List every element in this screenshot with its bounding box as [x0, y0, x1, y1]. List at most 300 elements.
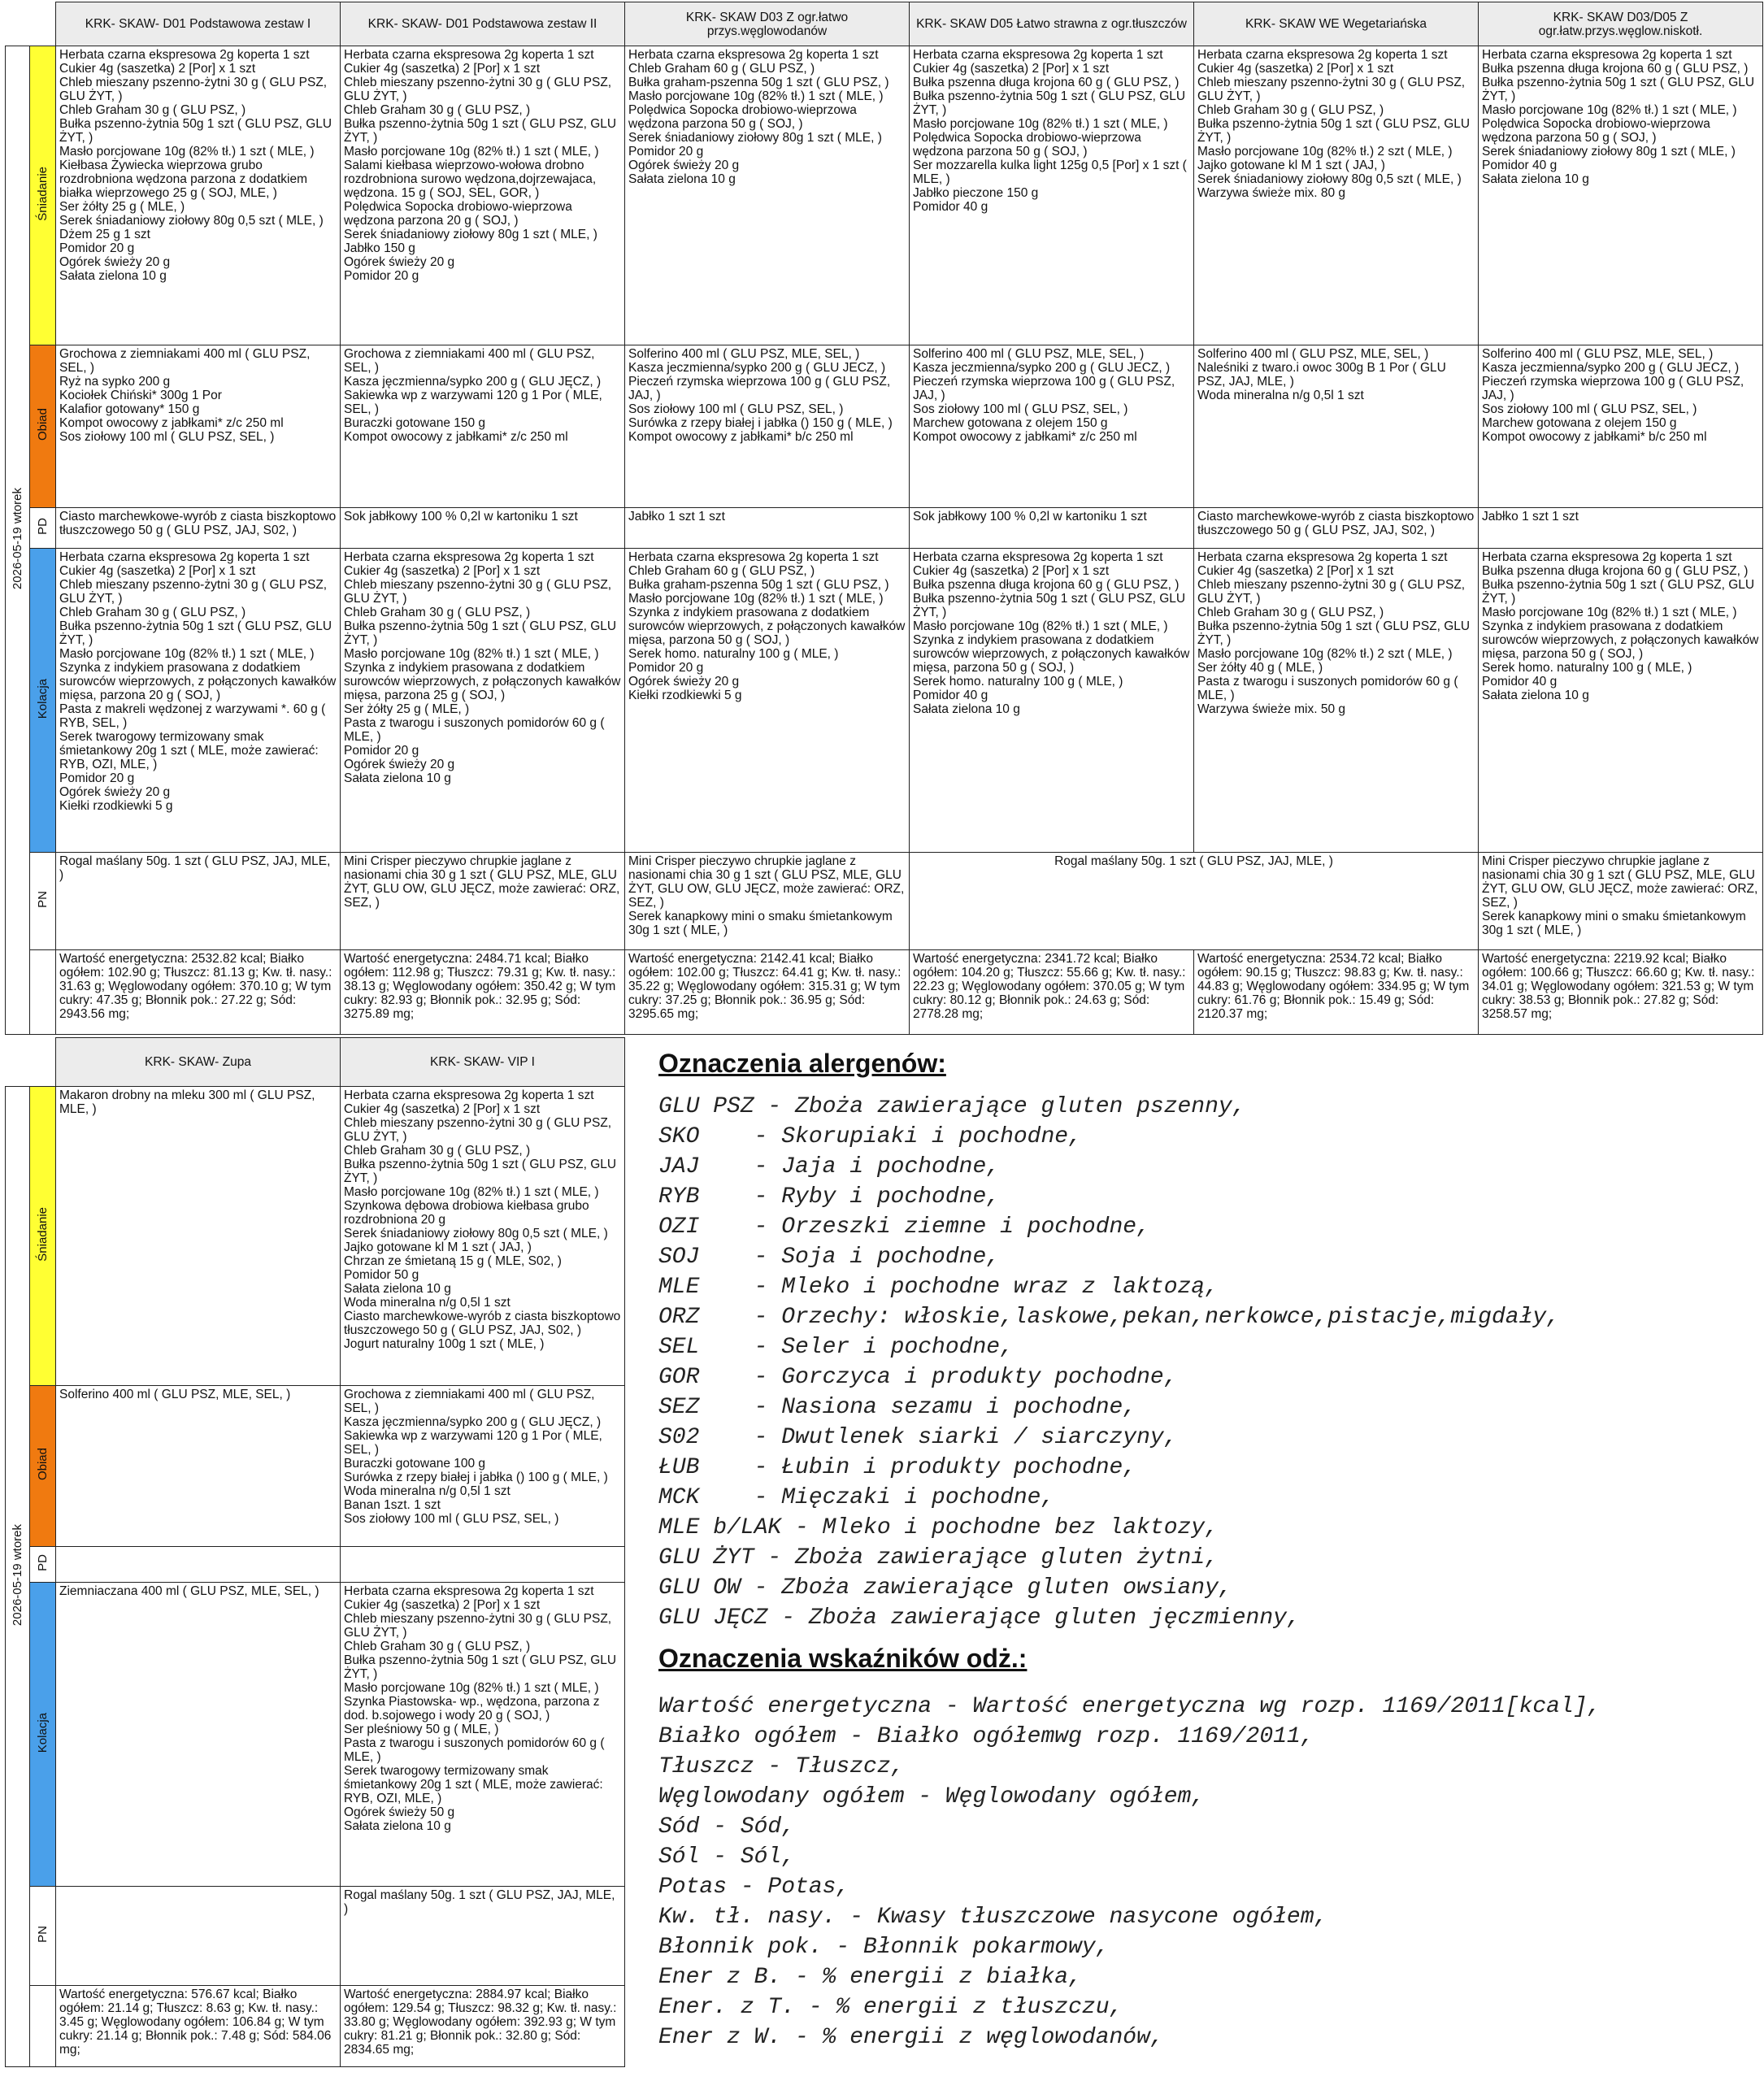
menu-item: Masło porcjowane 10g (82% tł.) 1 szt ( MLE, ) [344, 647, 599, 661]
meal-label-obiad: Obiad [30, 345, 56, 508]
menu-item: Warzywa świeże mix. 50 g [1197, 702, 1346, 716]
menu-item: Solferino 400 ml ( GLU PSZ, MLE, SEL, ) [1482, 347, 1714, 361]
menu-cell [1194, 508, 1479, 549]
menu-item: Salami kiełbasa wieprzowo-wołowa drobno rozdrobniona surowo wędzona,dojrzewajaca, wędzona. 15 g ( SOJ, SEL, GOR, ) [344, 159, 597, 200]
menu-item: Ciasto marchewkowe-wyrób z ciasta biszkoptowo tłuszczowego 50 g ( GLU PSZ, JAJ, S02, ) [1197, 510, 1475, 537]
menu-item: Cukier 4g (saszetka) 2 [Por] x 1 szt [344, 62, 541, 76]
menu-item: Pomidor 20 g [59, 241, 135, 255]
menu-item: Herbata czarna ekspresowa 2g koperta 1 szt [1482, 550, 1732, 564]
menu-item: Pomidor 20 g [628, 145, 704, 159]
menu-item: Masło porcjowane 10g (82% tł.) 2 szt ( MLE, ) [1197, 647, 1453, 661]
menu-item: Chleb Graham 30 g ( GLU PSZ, ) [344, 103, 531, 117]
allergen-entry: SKO - Skorupiaki i pochodne, [658, 1124, 1082, 1149]
nutrition-cell: Wartość energetyczna: 2532.82 kcal; Białko ogółem: 102.90 g; Tłuszcz: 81.13 g; Kw. tł. nasy.: 31.63 g; Węglowodany ogółem: 370.10 g; W tym cukry: 47.35 g; Błonnik pok.: 27.22 g; Sód: 2943.56 mg; [56, 950, 341, 1035]
menu-item: Sałata zielona 10 g [344, 1282, 451, 1296]
menu-item: Chleb mieszany pszenno-żytni 30 g ( GLU PSZ, GLU ŻYT, ) [344, 76, 612, 103]
diet-header: KRK- SKAW- D01 Podstawowa zestaw II [341, 2, 625, 46]
meal-label-obiad: Obiad [30, 1386, 56, 1547]
menu-item: Sałata zielona 10 g [1482, 689, 1589, 702]
menu-item: Sos ziołowy 100 ml ( GLU PSZ, SEL, ) [59, 430, 275, 444]
menu-item: Sałata zielona 10 g [344, 1819, 451, 1833]
menu-item: Serek śniadaniowy ziołowy 80g 0,5 szt ( MLE, ) [1197, 172, 1462, 186]
nutrition-cell: Wartość energetyczna: 2884.97 kcal; Białko ogółem: 129.54 g; Tłuszcz: 98.32 g; Kw. tł. nasy.: 33.80 g; Węglowodany ogółem: 392.93 g; W tym cukry: 81.21 g; Błonnik pok.: 32.80 g; Sód: 2834.65 mg; [341, 1986, 625, 2067]
indicators-title: Oznaczenia wskaźników odż.: [658, 1644, 1028, 1673]
menu-item: Sos ziołowy 100 ml ( GLU PSZ, SEL, ) [344, 1512, 559, 1526]
menu-item: Herbata czarna ekspresowa 2g koperta 1 szt [59, 48, 310, 62]
menu-item: Mini Crisper pieczywo chrupkie jaglane z nasionami chia 30 g 1 szt ( GLU PSZ, MLE, GLU ŻYT, GLU OW, GLU JĘCZ, może zawierać: ORZ, SEZ, ) [1482, 854, 1758, 910]
menu-item: Pasta z twarogu i suszonych pomidorów 60 g ( MLE, ) [344, 716, 605, 744]
meal-label-pn: PN [30, 1887, 56, 1986]
menu-cell [341, 1087, 625, 1386]
menu-item: Solferino 400 ml ( GLU PSZ, MLE, SEL, ) [913, 347, 1145, 361]
menu-item: Kasza jęczmienna/sypko 200 g ( GLU JĘCZ, ) [344, 375, 602, 389]
allergen-entry: S02 - Dwutlenek siarki / siarczyny, [658, 1425, 1178, 1450]
menu-item: Chleb Graham 30 g ( GLU PSZ, ) [344, 606, 531, 619]
indicator-entry: Potas - Potas, [658, 1875, 850, 1900]
diet-header: KRK- SKAW- D01 Podstawowa zestaw I [56, 2, 341, 46]
menu-item: Dżem 25 g 1 szt [59, 228, 150, 241]
menu-item: Kasza jęczmienna/sypko 200 g ( GLU JĘCZ, ) [344, 1415, 602, 1429]
meal-label-sniadanie: Śniadanie [30, 46, 56, 345]
menu-item: Mini Crisper pieczywo chrupkie jaglane z nasionami chia 30 g 1 szt ( GLU PSZ, MLE, GLU ŻYT, GLU OW, GLU JĘCZ, może zawierać: ORZ, SEZ, ) [628, 854, 905, 910]
menu-item: Bułka pszenna długa krojona 60 g ( GLU PSZ, ) [913, 76, 1180, 89]
menu-item: Bułka pszenna długa krojona 60 g ( GLU PSZ, ) [913, 578, 1180, 592]
diet-header: KRK- SKAW D03 Z ogr.łatwo przys.węglowodanów [625, 2, 910, 46]
menu-item: Szynka z indykiem prasowana z dodatkiem surowców wieprzowych, z połączonych kawałków mięsa, parzona 20 g ( SOJ, ) [59, 661, 337, 702]
menu-item: Herbata czarna ekspresowa 2g koperta 1 szt [913, 550, 1163, 564]
menu-item: Chleb Graham 30 g ( GLU PSZ, ) [1197, 103, 1384, 117]
row-kolacja [6, 1583, 625, 1887]
menu-item: Pomidor 20 g [344, 269, 419, 283]
indicator-entry: Ener. z T. - % energii z tłuszczu, [658, 1995, 1123, 2020]
menu-item: Rogal maślany 50g. 1 szt ( GLU PSZ, JAJ, MLE, ) [1054, 854, 1333, 868]
menu-item: Pomidor 20 g [59, 771, 135, 785]
menu-cell [341, 853, 625, 950]
menu-cell [56, 549, 341, 853]
menu-cell [1479, 46, 1763, 345]
menu-item: Chleb Graham 60 g ( GLU PSZ, ) [628, 564, 815, 578]
menu-item: Buraczki gotowane 100 g [344, 1457, 486, 1471]
menu-item: Bułka pszenno-żytnia 50g 1 szt ( GLU PSZ, GLU ŻYT, ) [913, 592, 1186, 619]
menu-cell [625, 549, 910, 853]
menu-item: Kompot owocowy z jabłkami* z/c 250 ml [344, 430, 568, 444]
menu-item: Kiełki rzodkiewki 5 g [59, 799, 173, 813]
indicator-list [658, 1692, 1601, 2053]
menu-item: Cukier 4g (saszetka) 2 [Por] x 1 szt [59, 564, 256, 578]
menu-item: Masło porcjowane 10g (82% tł.) 1 szt ( MLE, ) [628, 592, 884, 606]
menu-item: Warzywa świeże mix. 80 g [1197, 186, 1346, 200]
menu-item: Marchew gotowana z olejem 150 g [913, 416, 1108, 430]
menu-item: Sakiewka wp z warzywami 120 g 1 Por ( MLE, SEL, ) [344, 1429, 602, 1457]
nutrition-cell: Wartość energetyczna: 2341.72 kcal; Białko ogółem: 104.20 g; Tłuszcz: 55.66 g; Kw. tł. nasy.: 22.23 g; Węglowodany ogółem: 370.05 g; W tym cukry: 80.12 g; Błonnik pok.: 24.63 g; Sód: 2778.28 mg; [910, 950, 1194, 1035]
menu-item: Pasta z twarogu i suszonych pomidorów 60 g ( MLE, ) [1197, 675, 1458, 702]
menu-item: Cukier 4g (saszetka) 2 [Por] x 1 szt [913, 564, 1110, 578]
menu-item: Herbata czarna ekspresowa 2g koperta 1 szt [628, 550, 879, 564]
allergen-entry: SEL - Seler i pochodne, [658, 1335, 1014, 1360]
menu-cell [56, 345, 341, 508]
row-pn [6, 853, 1763, 950]
menu-cell [910, 853, 1479, 950]
menu-item: Cukier 4g (saszetka) 2 [Por] x 1 szt [913, 62, 1110, 76]
menu-cell [56, 1386, 341, 1547]
menu-item: Chrzan ze śmietaną 15 g ( MLE, S02, ) [344, 1254, 562, 1268]
menu-cell [1479, 549, 1763, 853]
meal-label-pd: PD [30, 508, 56, 549]
menu-item: Sos ziołowy 100 ml ( GLU PSZ, SEL, ) [628, 402, 844, 416]
menu-cell [625, 508, 910, 549]
menu-item: Serek śniadaniowy ziołowy 80g 0,5 szt ( MLE, ) [59, 214, 324, 228]
menu-cell [1194, 345, 1479, 508]
menu-cell [56, 508, 341, 549]
menu-item: Cukier 4g (saszetka) 2 [Por] x 1 szt [59, 62, 256, 76]
menu-item: Polędwica Sopocka drobiowo-wieprzowa wędzona parzona 50 g ( SOJ, ) [913, 131, 1141, 159]
menu-item: Ogórek świeży 20 g [344, 758, 455, 771]
menu-item: Herbata czarna ekspresowa 2g koperta 1 szt [344, 1088, 594, 1102]
menu-cell [625, 345, 910, 508]
menu-item: Pomidor 40 g [913, 689, 988, 702]
menu-item: Bułka pszenno-żytnia 50g 1 szt ( GLU PSZ, GLU ŻYT, ) [59, 117, 332, 145]
menu-item: Bułka pszenno-żytnia 50g 1 szt ( GLU PSZ, GLU ŻYT, ) [913, 89, 1186, 117]
menu-item: Serek śniadaniowy ziołowy 80g 1 szt ( MLE, ) [344, 228, 597, 241]
row-nutrition [6, 950, 1763, 1035]
menu-item: Surówka z rzepy białej i jabłka () 150 g ( MLE, ) [628, 416, 893, 430]
menu-item: Marchew gotowana z olejem 150 g [1482, 416, 1677, 430]
menu-item: Cukier 4g (saszetka) 2 [Por] x 1 szt [344, 1102, 541, 1116]
row-nutrition [6, 1986, 625, 2067]
menu-table-main [5, 2, 1763, 1035]
menu-cell [341, 1887, 625, 1986]
menu-cell [56, 853, 341, 950]
menu-item: Bułka pszenna długa krojona 60 g ( GLU PSZ, ) [1482, 564, 1749, 578]
allergen-entry: GLU PSZ - Zboża zawierające gluten pszenny, [658, 1094, 1246, 1119]
menu-item: Ogórek świeży 20 g [59, 785, 171, 799]
menu-item: Ogórek świeży 20 g [628, 675, 740, 689]
menu-item: Chleb Graham 30 g ( GLU PSZ, ) [59, 606, 246, 619]
menu-item: Bułka graham-pszenna 50g 1 szt ( GLU PSZ, ) [628, 578, 889, 592]
diet-header: KRK- SKAW- VIP I [341, 1038, 625, 1087]
menu-cell [910, 549, 1194, 853]
date-cell [6, 1087, 30, 2067]
menu-item: Pomidor 40 g [1482, 159, 1558, 172]
menu-item: Woda mineralna n/g 0,5l 1 szt [1197, 389, 1364, 402]
menu-item: Bułka pszenno-żytnia 50g 1 szt ( GLU PSZ, GLU ŻYT, ) [1482, 578, 1755, 606]
menu-item: Ryż na sypko 200 g [59, 375, 171, 389]
corner-cell [6, 1038, 56, 1087]
menu-cell [56, 46, 341, 345]
row-kolacja [6, 549, 1763, 853]
menu-item: Bułka pszenno-żytnia 50g 1 szt ( GLU PSZ, GLU ŻYT, ) [344, 1653, 617, 1681]
menu-cell [910, 46, 1194, 345]
menu-item: Sakiewka wp z warzywami 120 g 1 Por ( MLE, SEL, ) [344, 389, 602, 416]
meal-label-pn: PN [30, 853, 56, 950]
menu-cell [341, 46, 625, 345]
nutrition-cell: Wartość energetyczna: 2484.71 kcal; Białko ogółem: 112.98 g; Tłuszcz: 79.31 g; Kw. tł. nasy.: 38.13 g; Węglowodany ogółem: 350.42 g; W tym cukry: 82.93 g; Błonnik pok.: 32.95 g; Sód: 3275.89 mg; [341, 950, 625, 1035]
menu-item: Masło porcjowane 10g (82% tł.) 1 szt ( MLE, ) [344, 1681, 599, 1695]
menu-item: Bułka pszenna długa krojona 60 g ( GLU PSZ, ) [1482, 62, 1749, 76]
menu-item: Bułka pszenno-żytnia 50g 1 szt ( GLU PSZ, GLU ŻYT, ) [1482, 76, 1755, 103]
menu-item: Grochowa z ziemniakami 400 ml ( GLU PSZ, SEL, ) [344, 347, 595, 375]
indicator-entry: Ener z W. - % energii z węglowodanów, [658, 2025, 1164, 2050]
menu-item: Ogórek świeży 20 g [344, 255, 455, 269]
menu-item: Kasza jeczmienna/sypko 200 g ( GLU JECZ, ) [913, 361, 1171, 375]
menu-item: Ciasto marchewkowe-wyrób z ciasta biszkoptowo tłuszczowego 50 g ( GLU PSZ, JAJ, S02, ) [59, 510, 337, 537]
menu-item: Serek twarogowy termizowany smak śmietankowy 20g 1 szt ( MLE, może zawierać: RYB, OZI, MLE, ) [344, 1764, 603, 1805]
menu-item: Bułka pszenno-żytnia 50g 1 szt ( GLU PSZ, GLU ŻYT, ) [344, 117, 617, 145]
meal-label-sniadanie: Śniadanie [30, 1087, 56, 1386]
indicator-entry: Tłuszcz - Tłuszcz, [658, 1754, 905, 1779]
menu-item: Chleb Graham 30 g ( GLU PSZ, ) [344, 1144, 531, 1158]
menu-item: Pasta z twarogu i suszonych pomidorów 60 g ( MLE, ) [344, 1736, 605, 1764]
menu-item: Kasza jeczmienna/sypko 200 g ( GLU JECZ, ) [1482, 361, 1740, 375]
menu-item: Makaron drobny na mleku 300 ml ( GLU PSZ, MLE, ) [59, 1088, 315, 1116]
menu-item: Kasza jeczmienna/sypko 200 g ( GLU JECZ, ) [628, 361, 886, 375]
meal-label-kolacja: Kolacja [30, 549, 56, 853]
row-pn [6, 1887, 625, 1986]
menu-item: Serek śniadaniowy ziołowy 80g 0,5 szt ( MLE, ) [344, 1227, 608, 1240]
menu-item: Kalafior gotowany* 150 g [59, 402, 200, 416]
menu-item: Chleb mieszany pszenno-żytni 30 g ( GLU PSZ, GLU ŻYT, ) [344, 1116, 612, 1144]
menu-item: Bułka pszenno-żytnia 50g 1 szt ( GLU PSZ, GLU ŻYT, ) [1197, 619, 1471, 647]
row-obiad [6, 1386, 625, 1547]
menu-cell [1194, 549, 1479, 853]
menu-item: Serek śniadaniowy ziołowy 80g 1 szt ( MLE, ) [628, 131, 882, 145]
menu-item: Polędwica Sopocka drobiowo-wieprzowa wędzona parzona 20 g ( SOJ, ) [344, 200, 572, 228]
menu-item: Herbata czarna ekspresowa 2g koperta 1 szt [913, 48, 1163, 62]
nutrition-cell: Wartość energetyczna: 2534.72 kcal; Białko ogółem: 90.15 g; Tłuszcz: 98.83 g; Kw. tł. nasy.: 44.83 g; Węglowodany ogółem: 334.95 g; W tym cukry: 61.76 g; Błonnik pok.: 15.49 g; Sód: 2120.37 mg; [1194, 950, 1479, 1035]
allergen-entry: RYB - Ryby i pochodne, [658, 1184, 1001, 1210]
menu-item: Sos ziołowy 100 ml ( GLU PSZ, SEL, ) [1482, 402, 1697, 416]
allergen-entry: MLE b/LAK - Mleko i pochodne bez laktozy, [658, 1515, 1219, 1540]
menu-item: Rogal maślany 50g. 1 szt ( GLU PSZ, JAJ, MLE, ) [59, 854, 331, 882]
menu-cell [56, 1087, 341, 1386]
allergen-entry: GLU OW - Zboża zawierające gluten owsiany, [658, 1575, 1232, 1601]
allergen-entry: GLU ŻYT - Zboża zawierające gluten żytni, [658, 1545, 1219, 1571]
menu-item: Herbata czarna ekspresowa 2g koperta 1 szt [344, 550, 594, 564]
indicator-entry: Błonnik pok. - Błonnik pokarmowy, [658, 1935, 1110, 1960]
diet-header: KRK- SKAW D03/D05 Z ogr.łatw.przys.węglow.niskotł. [1479, 2, 1763, 46]
menu-table-secondary [5, 1037, 625, 2067]
menu-item: Pieczeń rzymska wieprzowa 100 g ( GLU PSZ, JAJ, ) [1482, 375, 1744, 402]
menu-cell [910, 345, 1194, 508]
menu-item: Kiełki rzodkiewki 5 g [628, 689, 742, 702]
menu-item: Pomidor 40 g [1482, 675, 1558, 689]
menu-cell [910, 508, 1194, 549]
menu-item: Chleb Graham 30 g ( GLU PSZ, ) [59, 103, 246, 117]
menu-item: Solferino 400 ml ( GLU PSZ, MLE, SEL, ) [1197, 347, 1429, 361]
menu-item: Ser żółty 25 g ( MLE, ) [59, 200, 185, 214]
menu-item: Chleb mieszany pszenno-żytni 30 g ( GLU PSZ, GLU ŻYT, ) [59, 578, 328, 606]
menu-item: Bułka graham-pszenna 50g 1 szt ( GLU PSZ, ) [628, 76, 889, 89]
nutrition-cell: Wartość energetyczna: 576.67 kcal; Białko ogółem: 21.14 g; Tłuszcz: 8.63 g; Kw. tł. nasy.: 3.45 g; Węglowodany ogółem: 106.84 g; W tym cukry: 21.14 g; Błonnik pok.: 7.48 g; Sód: 584.06 mg; [56, 1986, 341, 2067]
menu-item: Chleb Graham 30 g ( GLU PSZ, ) [1197, 606, 1384, 619]
menu-item: Pomidor 50 g [344, 1268, 419, 1282]
menu-item: Chleb mieszany pszenno-żytni 30 g ( GLU PSZ, GLU ŻYT, ) [59, 76, 328, 103]
corner-cell [6, 2, 56, 46]
allergen-entry: MLE - Mleko i pochodne wraz z laktozą, [658, 1275, 1219, 1300]
menu-item: Szynka z indykiem prasowana z dodatkiem surowców wieprzowych, z połączonych kawałków mięsa, parzona 25 g ( SOJ, ) [344, 661, 621, 702]
menu-cell [56, 1887, 341, 1986]
menu-cell [1194, 46, 1479, 345]
menu-item: Sałata zielona 10 g [59, 269, 167, 283]
menu-item: Szynka z indykiem prasowana z dodatkiem surowców wieprzowych, z połączonych kawałków mięsa, parzona 50 g ( SOJ, ) [1482, 619, 1759, 661]
menu-item: Szynka z indykiem prasowana z dodatkiem surowców wieprzowych, z połączonych kawałków mięsa, parzona 50 g ( SOJ, ) [913, 633, 1190, 675]
menu-item: Jabłko 1 szt 1 szt [1482, 510, 1579, 524]
menu-item: Cukier 4g (saszetka) 2 [Por] x 1 szt [1197, 62, 1394, 76]
allergen-entry: GOR - Gorczyca i produkty pochodne, [658, 1365, 1178, 1390]
menu-item: Jabłko pieczone 150 g [913, 186, 1039, 200]
indicator-entry: Węglowodany ogółem - Węglowodany ogółem, [658, 1784, 1206, 1809]
indicator-entry: Ener z B. - % energii z białka, [658, 1965, 1082, 1990]
allergen-entry: ORZ - Orzechy: włoskie,laskowe,pekan,nerkowce,pistacje,migdały, [658, 1305, 1560, 1330]
menu-item: Szynkowa dębowa drobiowa kiełbasa grubo rozdrobniona 20 g [344, 1199, 589, 1227]
menu-item: Serek kanapkowy mini o smaku śmietankowym 30g 1 szt ( MLE, ) [628, 910, 893, 937]
nutrition-cell: Wartość energetyczna: 2219.92 kcal; Białko ogółem: 100.66 g; Tłuszcz: 66.60 g; Kw. tł. nasy.: 34.01 g; Węglowodany ogółem: 321.53 g; W tym cukry: 38.53 g; Błonnik pok.: 27.82 g; Sód: 3258.57 mg; [1479, 950, 1763, 1035]
allergen-entry: SEZ - Nasiona sezamu i pochodne, [658, 1395, 1137, 1420]
menu-item: Woda mineralna n/g 0,5l 1 szt [344, 1296, 511, 1310]
menu-item: Cukier 4g (saszetka) 2 [Por] x 1 szt [344, 564, 541, 578]
menu-item: Serek śniadaniowy ziołowy 80g 1 szt ( MLE, ) [1482, 145, 1736, 159]
menu-cell [56, 1547, 341, 1583]
menu-item: Kociołek Chiński* 300g 1 Por [59, 389, 222, 402]
menu-item: Herbata czarna ekspresowa 2g koperta 1 szt [59, 550, 310, 564]
menu-item: Ser żółty 25 g ( MLE, ) [344, 702, 470, 716]
menu-item: Kompot owocowy z jabłkami* z/c 250 ml [913, 430, 1137, 444]
indicator-legend [658, 1644, 1601, 2053]
menu-item: Kiełbasa Żywiecka wieprzowa grubo rozdrobniona wędzona parzona z dodatkiem białka wieprzowego 25 g ( SOJ, MLE, ) [59, 159, 308, 200]
menu-item: Ogórek świeży 20 g [59, 255, 171, 269]
menu-item: Masło porcjowane 10g (82% tł.) 1 szt ( MLE, ) [59, 145, 315, 159]
menu-item: Masło porcjowane 10g (82% tł.) 1 szt ( MLE, ) [913, 117, 1168, 131]
menu-item: Banan 1szt. 1 szt [344, 1498, 441, 1512]
menu-item: Pomidor 20 g [628, 661, 704, 675]
menu-item: Ciasto marchewkowe-wyrób z ciasta biszkoptowo tłuszczowego 50 g ( GLU PSZ, JAJ, S02, ) [344, 1310, 621, 1337]
row-sniadanie [6, 1087, 625, 1386]
meal-label-kolacja: Kolacja [30, 1583, 56, 1887]
menu-item: Jabłko 1 szt 1 szt [628, 510, 725, 524]
menu-item: Masło porcjowane 10g (82% tł.) 1 szt ( MLE, ) [913, 619, 1168, 633]
menu-item: Serek twarogowy termizowany smak śmietankowy 20g 1 szt ( MLE, może zawierać: RYB, OZI, MLE, ) [59, 730, 319, 771]
menu-item: Sałata zielona 10 g [628, 172, 736, 186]
menu-item: Woda mineralna n/g 0,5l 1 szt [344, 1484, 511, 1498]
menu-item: Szynka z indykiem prasowana z dodatkiem surowców wieprzowych, z połączonych kawałków mięsa, parzona 50 g ( SOJ, ) [628, 606, 906, 647]
menu-item: Masło porcjowane 10g (82% tł.) 1 szt ( MLE, ) [1482, 103, 1737, 117]
indicator-entry: Sód - Sód, [658, 1814, 796, 1840]
menu-item: Ser mozzarella kulka light 125g 0,5 [Por] x 1 szt ( MLE, ) [913, 159, 1187, 186]
menu-item: Bułka pszenno-żytnia 50g 1 szt ( GLU PSZ, GLU ŻYT, ) [344, 1158, 617, 1185]
menu-item: Ser pleśniowy 50 g ( MLE, ) [344, 1723, 499, 1736]
menu-item: Pomidor 20 g [344, 744, 419, 758]
menu-item: Sałata zielona 10 g [1482, 172, 1589, 186]
allergen-entry: JAJ - Jaja i pochodne, [658, 1154, 1001, 1180]
menu-item: Polędwica Sopocka drobiowo-wieprzowa wędzona parzona 50 g ( SOJ, ) [628, 103, 857, 131]
menu-item: Szynka Piastowska- wp., wędzona, parzona z dod. b.sojowego i wody 20 g ( SOJ, ) [344, 1695, 600, 1723]
menu-item: Chleb Graham 60 g ( GLU PSZ, ) [628, 62, 815, 76]
menu-item: Chleb mieszany pszenno-żytni 30 g ( GLU PSZ, GLU ŻYT, ) [344, 1612, 612, 1640]
indicator-entry: Wartość energetyczna - Wartość energetyczna wg rozp. 1169/2011[kcal], [658, 1694, 1601, 1719]
menu-item: Ser żółty 40 g ( MLE, ) [1197, 661, 1323, 675]
menu-cell [625, 853, 910, 950]
allergens-title: Oznaczenia alergenów: [658, 1049, 946, 1078]
menu-item: Masło porcjowane 10g (82% tł.) 1 szt ( MLE, ) [344, 1185, 599, 1199]
menu-item: Masło porcjowane 10g (82% tł.) 1 szt ( MLE, ) [59, 647, 315, 661]
menu-item: Sos ziołowy 100 ml ( GLU PSZ, SEL, ) [913, 402, 1128, 416]
menu-item: Ogórek świeży 50 g [344, 1805, 455, 1819]
menu-item: Ziemniaczana 400 ml ( GLU PSZ, MLE, SEL, ) [59, 1584, 319, 1598]
allergen-entry: MCK - Mięczaki i pochodne, [658, 1485, 1055, 1510]
diet-header: KRK- SKAW- Zupa [56, 1038, 341, 1087]
menu-item: Herbata czarna ekspresowa 2g koperta 1 szt [1197, 48, 1448, 62]
diet-header: KRK- SKAW WE Wegetariańska [1194, 2, 1479, 46]
menu-item: Bułka pszenno-żytnia 50g 1 szt ( GLU PSZ, GLU ŻYT, ) [59, 619, 332, 647]
menu-item: Kompot owocowy z jabłkami* b/c 250 ml [628, 430, 854, 444]
menu-item: Grochowa z ziemniakami 400 ml ( GLU PSZ, SEL, ) [344, 1388, 595, 1415]
menu-item: Herbata czarna ekspresowa 2g koperta 1 szt [1197, 550, 1448, 564]
menu-item: Jajko gotowane kl M 1 szt ( JAJ, ) [344, 1240, 532, 1254]
menu-item: Sok jabłkowy 100 % 0,2l w kartoniku 1 szt [344, 510, 578, 524]
menu-item: Chleb mieszany pszenno-żytni 30 g ( GLU PSZ, GLU ŻYT, ) [344, 578, 612, 606]
menu-item: Masło porcjowane 10g (82% tł.) 1 szt ( MLE, ) [344, 145, 599, 159]
nutrition-cell: Wartość energetyczna: 2142.41 kcal; Białko ogółem: 102.00 g; Tłuszcz: 64.41 g; Kw. tł. nasy.: 35.22 g; Węglowodany ogółem: 315.31 g; W tym cukry: 37.25 g; Błonnik pok.: 36.95 g; Sód: 3295.65 mg; [625, 950, 910, 1035]
date-label: 2026-05-19 wtorek [11, 1523, 24, 1627]
menu-cell [625, 46, 910, 345]
allergen-entry: SOJ - Soja i pochodne, [658, 1245, 1001, 1270]
menu-item: Pomidor 40 g [913, 200, 988, 214]
menu-item: Surówka z rzepy białej i jabłka () 100 g ( MLE, ) [344, 1471, 608, 1484]
menu-item: Ogórek świeży 20 g [628, 159, 740, 172]
nutrition-label-cell [30, 1986, 56, 2067]
menu-item: Sałata zielona 10 g [344, 771, 451, 785]
menu-cell [341, 1583, 625, 1887]
menu-item: Rogal maślany 50g. 1 szt ( GLU PSZ, JAJ, MLE, ) [344, 1888, 615, 1916]
meal-label-pd: PD [30, 1547, 56, 1583]
menu-cell [341, 1547, 625, 1583]
allergen-entry: OZI - Orzeszki ziemne i pochodne, [658, 1214, 1150, 1240]
menu-cell [1479, 853, 1763, 950]
allergen-list [658, 1092, 1560, 1633]
allergen-legend [658, 1049, 1560, 1633]
menu-item: Serek kanapkowy mini o smaku śmietankowym 30g 1 szt ( MLE, ) [1482, 910, 1746, 937]
menu-item: Pieczeń rzymska wieprzowa 100 g ( GLU PSZ, JAJ, ) [913, 375, 1175, 402]
indicator-entry: Kw. tł. nasy. - Kwasy tłuszczowe nasycone ogółem, [658, 1905, 1328, 1930]
menu-cell [56, 1583, 341, 1887]
menu-item: Buraczki gotowane 150 g [344, 416, 486, 430]
row-obiad [6, 345, 1763, 508]
menu-cell [341, 345, 625, 508]
indicator-entry: Sól - Sól, [658, 1844, 796, 1870]
menu-item: Kompot owocowy z jabłkami* z/c 250 ml [59, 416, 284, 430]
row-sniadanie [6, 46, 1763, 345]
menu-cell [341, 508, 625, 549]
menu-item: Mini Crisper pieczywo chrupkie jaglane z nasionami chia 30 g 1 szt ( GLU PSZ, MLE, GLU ŻYT, GLU OW, GLU JĘCZ, może zawierać: ORZ, SEZ, ) [344, 854, 620, 910]
menu-item: Chleb Graham 30 g ( GLU PSZ, ) [344, 1640, 531, 1653]
menu-item: Cukier 4g (saszetka) 2 [Por] x 1 szt [1197, 564, 1394, 578]
menu-item: Pasta z makreli wędzonej z warzywami *. 60 g ( RYB, SEL, ) [59, 702, 326, 730]
allergen-entry: ŁUB - Łubin i produkty pochodne, [658, 1455, 1137, 1480]
menu-item: Sałata zielona 10 g [913, 702, 1020, 716]
menu-item: Bułka pszenno-żytnia 50g 1 szt ( GLU PSZ, GLU ŻYT, ) [344, 619, 617, 647]
menu-item: Naleśniki z twaro.i owoc 300g B 1 Por ( GLU PSZ, JAJ, MLE, ) [1197, 361, 1446, 389]
indicator-entry: Białko ogółem - Białko ogółemwg rozp. 1169/2011, [658, 1724, 1314, 1749]
menu-item: Polędwica Sopocka drobiowo-wieprzowa wędzona parzona 50 g ( SOJ, ) [1482, 117, 1710, 145]
menu-item: Herbata czarna ekspresowa 2g koperta 1 szt [1482, 48, 1732, 62]
allergen-entry: GLU JĘCZ - Zboża zawierające gluten jęczmienny, [658, 1605, 1301, 1631]
menu-item: Solferino 400 ml ( GLU PSZ, MLE, SEL, ) [59, 1388, 291, 1401]
menu-item: Bułka pszenno-żytnia 50g 1 szt ( GLU PSZ, GLU ŻYT, ) [1197, 117, 1471, 145]
menu-item: Herbata czarna ekspresowa 2g koperta 1 szt [628, 48, 879, 62]
menu-item: Chleb mieszany pszenno-żytni 30 g ( GLU PSZ, GLU ŻYT, ) [1197, 76, 1466, 103]
menu-item: Masło porcjowane 10g (82% tł.) 1 szt ( MLE, ) [1482, 606, 1737, 619]
diet-header: KRK- SKAW D05 Łatwo strawna z ogr.tłuszczów [910, 2, 1194, 46]
